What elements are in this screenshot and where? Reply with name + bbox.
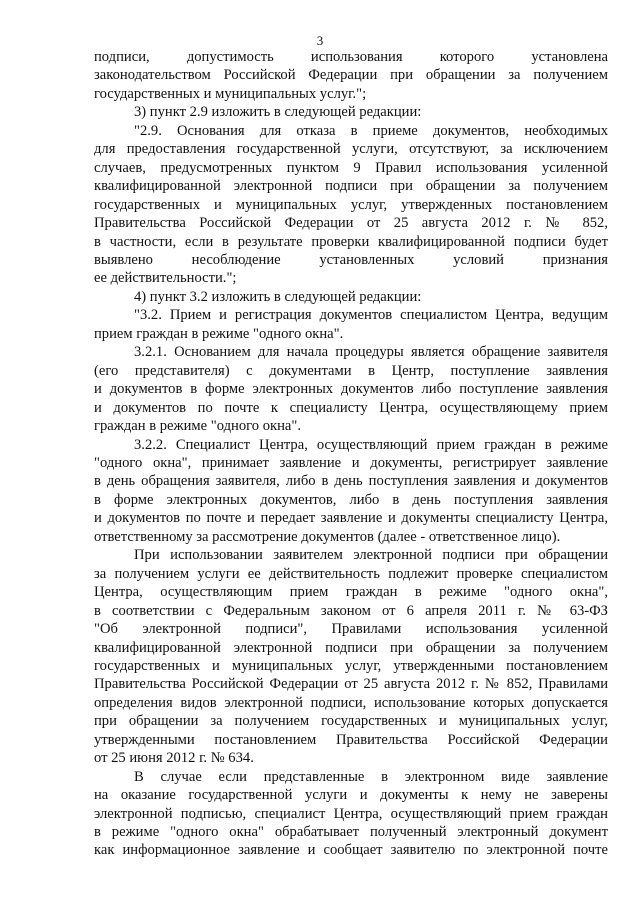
- text-line: "3.2. Прием и регистрация документов специалистом Центра, ведущим: [134, 307, 608, 324]
- text-line: в режиме "одного окна" обрабатывает полученный электронный документ: [94, 824, 608, 841]
- text-line: квалифицированной электронной подписи при обращении за получением: [94, 639, 608, 656]
- text-line: Правительства Российской Федерации от 25 августа 2012 г. № 852,: [94, 215, 608, 232]
- text-line: электронной подписью, специалист Центра, осуществляющий прием граждан: [94, 805, 608, 822]
- text-line: и документов в форме электронных документов либо поступление заявления: [94, 381, 608, 398]
- text-line: В случае если представленные в электронном виде заявление: [134, 768, 608, 785]
- text-line: граждан в режиме "одного окна".: [94, 418, 301, 435]
- text-line: законодательством Российской Федерации при обращении за получением: [94, 67, 608, 84]
- text-line: выявлено несоблюдение установленных условий признания: [94, 251, 608, 268]
- text-line: подписи, допустимость использования которого установлена: [94, 49, 608, 65]
- text-line: в соответствии с Федеральным законом от 6 апреля 2011 г. № 63-ФЗ: [94, 602, 608, 619]
- text-line: государственных и муниципальных услуг, утвержденными постановлением: [94, 657, 608, 674]
- text-line: (его представителя) с документами в Центр, поступление заявления: [94, 362, 608, 379]
- text-line: квалифицированной электронной подписи при обращении за получением: [94, 178, 608, 195]
- text-line: на оказание государственной услуги и документы к нему не заверены: [94, 787, 608, 804]
- text-line: для предоставления государственной услуги, отсутствуют, за исключением: [94, 141, 608, 158]
- text-line: как информационное заявление и сообщает заявителю по электронной почте: [94, 842, 608, 859]
- text-line: утвержденными постановлением Правительства Российской Федерации: [94, 731, 608, 748]
- page-number: 3: [316, 33, 324, 48]
- text-line: ответственному за рассмотрение документов (далее - ответственное лицо).: [94, 528, 561, 545]
- text-line: и документов по почте и передает заявление и документы специалисту Центра,: [94, 510, 608, 527]
- text-line: При использовании заявителем электронной подписи при обращении: [134, 547, 608, 564]
- text-line: и документов по почте к специалисту Центра, осуществляющему прием: [94, 399, 608, 416]
- text-line: прием граждан в режиме "одного окна".: [94, 325, 344, 342]
- text-line: ее действительности.";: [94, 270, 237, 287]
- text-line: 3.2.1. Основанием для начала процедуры является обращение заявителя: [134, 344, 608, 361]
- text-line: в частности, если в результате проверки квалифицированной подписи будет: [94, 233, 608, 250]
- text-line: "одного окна", принимает заявление и документы, регистрирует заявление: [94, 454, 608, 471]
- text-line: в день обращения заявителя, либо в день поступления заявления и документов: [94, 473, 608, 490]
- document-body: [94, 48, 608, 860]
- text-line: "Об электронной подписи", Правилами использования усиленной: [94, 621, 608, 638]
- text-line: от 25 июня 2012 г. № 634.: [94, 750, 254, 767]
- text-line: случаев, предусмотренных пунктом 9 Правил использования усиленной: [94, 159, 608, 176]
- text-line: 3.2.2. Специалист Центра, осуществляющий прием граждан в режиме: [134, 436, 608, 453]
- text-line: определения видов электронной подписи, использование которых допускается: [94, 694, 608, 711]
- text-line: за получением услуги ее действительность подлежит проверке специалистом: [94, 565, 608, 582]
- text-line: при обращении за получением государственных и муниципальных услуг,: [94, 713, 608, 730]
- text-line: Правительства Российской Федерации от 25 августа 2012 г. № 852, Правилами: [94, 676, 608, 693]
- text-line: Центра, осуществляющим прием граждан в режиме "одного окна",: [94, 584, 608, 601]
- text-line: "2.9. Основания для отказа в приеме документов, необходимых: [134, 122, 608, 139]
- text-line: в форме электронных документов, либо в день поступления заявления: [94, 491, 608, 508]
- text-line: 4) пункт 3.2 изложить в следующей редакции:: [134, 288, 422, 305]
- text-line: 3) пункт 2.9 изложить в следующей редакции:: [134, 104, 422, 121]
- text-line: государственных и муниципальных услуг.";: [94, 85, 367, 102]
- text-line: государственных и муниципальных услуг, утвержденных постановлением: [94, 196, 608, 213]
